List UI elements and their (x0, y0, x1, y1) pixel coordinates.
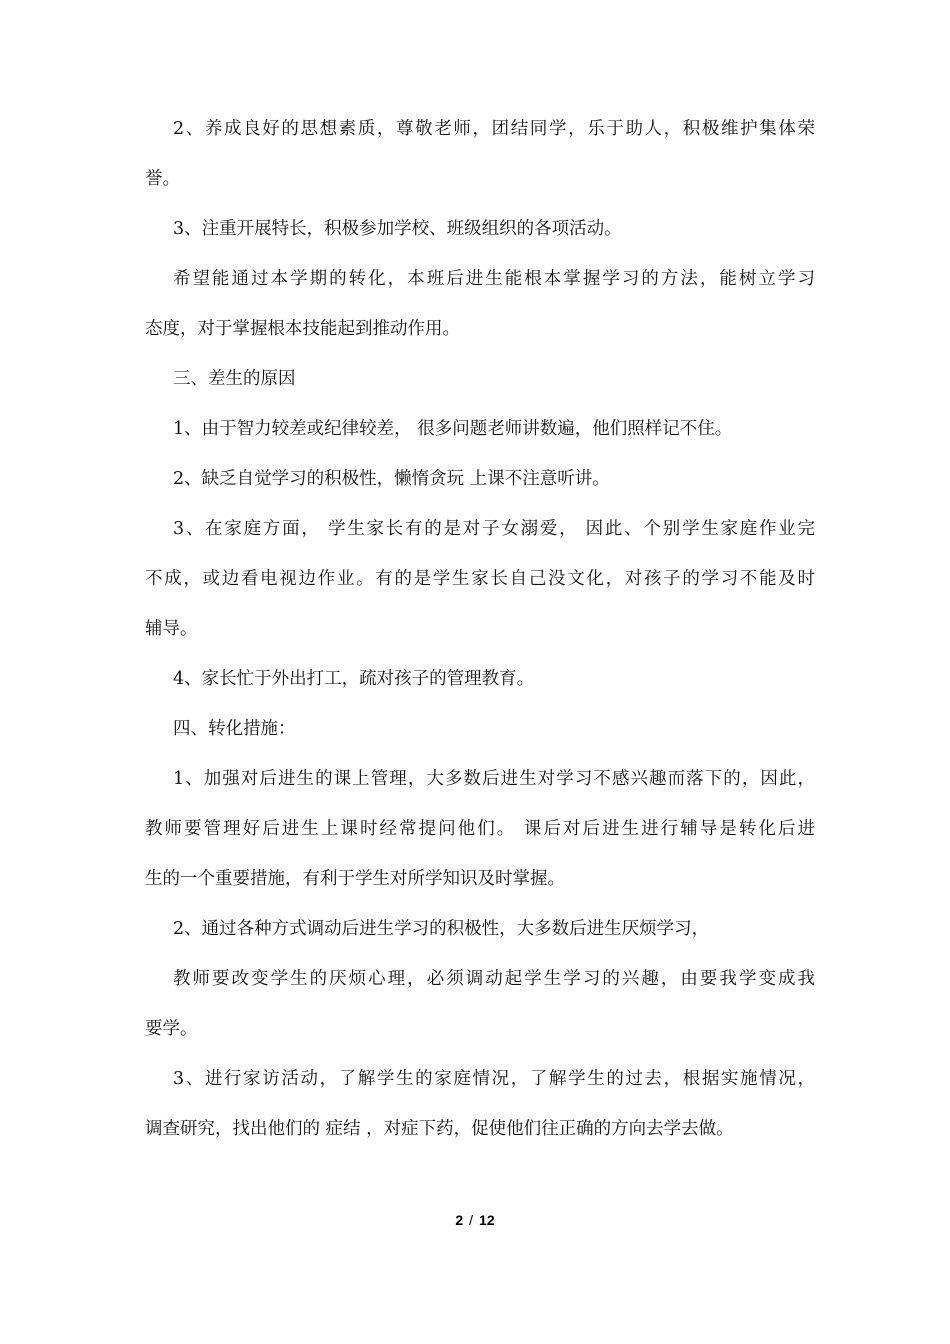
document-body (145, 104, 815, 1154)
text-line: 3、在家庭方面， 学生家长有的是对子女溺爱， 因此、个别学生家庭作业完 (173, 519, 815, 539)
text-line: 希望能通过本学期的转化，本班后进生能根本掌握学习的方法，能树立学习 (173, 269, 815, 289)
text-line: 要学。 (145, 1019, 198, 1039)
text-line: 3、进行家访活动，了解学生的家庭情况，了解学生的过去，根据实施情况， (173, 1069, 815, 1089)
text-line: 调查研究，找出他们的 症结 ，对症下药，促使他们往正确的方向去学去做。 (145, 1119, 734, 1139)
current-page-number: 2 (455, 1212, 464, 1228)
text-line: 3、注重开展特长，积极参加学校、班级组织的各项活动。 (173, 219, 622, 239)
text-line: 4、家长忙于外出打工，疏对孩子的管理教育。 (173, 669, 535, 689)
text-line: 教师要改变学生的厌烦心理，必须调动起学生学习的兴趣，由要我学变成我 (173, 969, 815, 989)
text-line: 2、通过各种方式调动后进生学习的积极性，大多数后进生厌烦学习， (173, 919, 710, 939)
section-heading: 四、转化措施： (173, 719, 296, 739)
text-line: 1、由于智力较差或纪律较差， 很多问题老师讲数遍，他们照样记不住。 (173, 419, 733, 439)
text-line: 教师要管理好后进生上课时经常提问他们。 课后对后进生进行辅导是转化后进 (145, 819, 815, 839)
text-line: 1、加强对后进生的课上管理，大多数后进生对学习不感兴趣而落下的，因此， (173, 769, 815, 789)
text-line: 2、养成良好的思想素质，尊敬老师，团结同学，乐于助人，积极维护集体荣 (173, 119, 815, 139)
text-line: 态度，对于掌握根本技能起到推动作用。 (145, 319, 460, 339)
text-line: 辅导。 (145, 619, 198, 639)
text-line: 不成，或边看电视边作业。有的是学生家长自己没文化，对孩子的学习不能及时 (145, 569, 815, 589)
section-heading: 三、差生的原因 (173, 369, 296, 389)
page-number (0, 1212, 950, 1228)
text-line: 2、缺乏自觉学习的积极性，懒惰贪玩 上课不注意听讲。 (173, 469, 610, 489)
page-separator: / (469, 1212, 474, 1228)
text-line: 誉。 (145, 169, 180, 189)
total-pages-number: 12 (479, 1212, 495, 1228)
text-line: 生的一个重要措施，有利于学生对所学知识及时掌握。 (145, 869, 565, 889)
